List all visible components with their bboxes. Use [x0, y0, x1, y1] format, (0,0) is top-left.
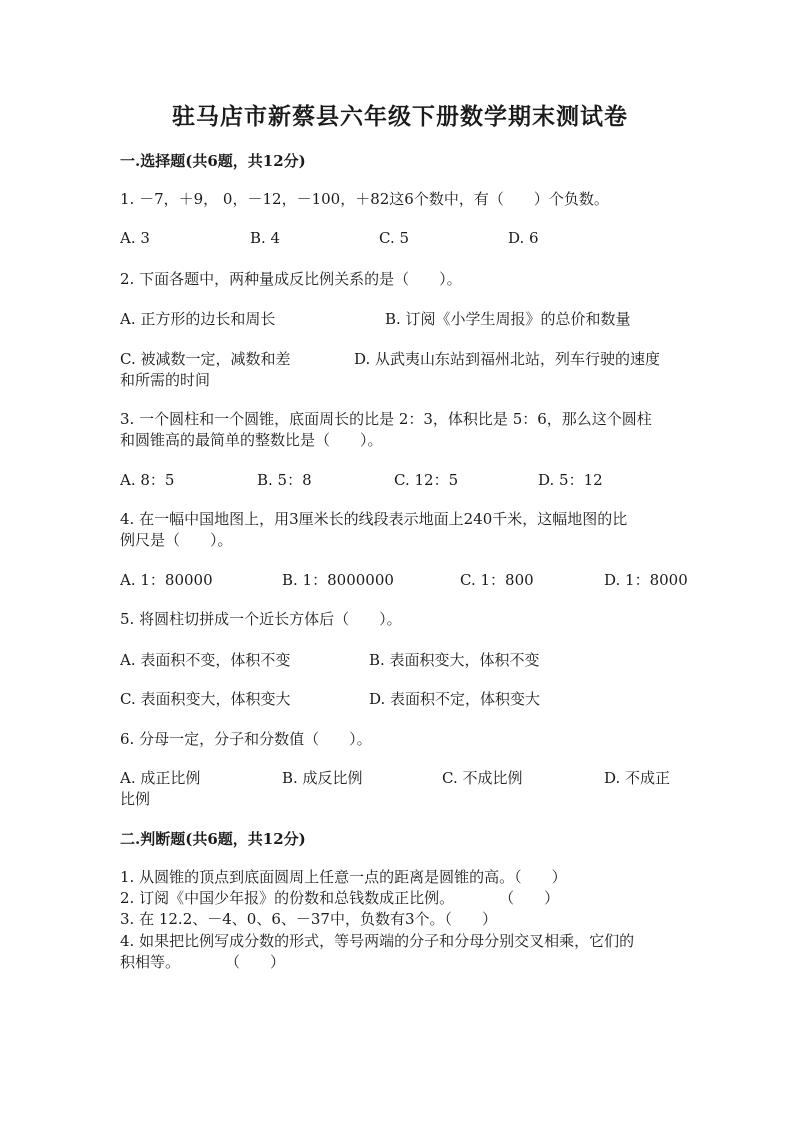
q4-option-d: D. 1：8000	[604, 571, 688, 589]
q4-option-a: A. 1：80000	[120, 571, 213, 589]
section-heading-judgement: 二.判断题(共6题，共12分)	[120, 830, 306, 848]
question-4-stem: 4. 在一幅中国地图上，用3厘米长的线段表示地面上240千米，这幅地图的比	[120, 510, 628, 528]
q1-option-d: D. 6	[508, 229, 539, 247]
question-6-options	[120, 767, 680, 789]
q6-option-a: A. 成正比例	[120, 769, 201, 787]
question-4-stem-continued: 例尺是（ ）。	[120, 531, 233, 549]
q5-option-b: B. 表面积变大，体积不变	[369, 651, 540, 669]
judgement-4: 4. 如果把比例写成分数的形式，等号两端的分子和分母分别交叉相乘，它们的	[120, 932, 635, 950]
question-1-options	[120, 229, 680, 251]
question-3-stem: 3. 一个圆柱和一个圆锥，底面周长的比是 2：3，体积比是 5：6，那么这个圆柱	[120, 410, 652, 428]
section-heading-choice: 一.选择题(共6题，共12分)	[120, 152, 306, 170]
judgement-4-continued: 积相等。 （ ）	[120, 953, 286, 971]
question-5-options-row1	[120, 649, 680, 671]
question-5-options-row2	[120, 688, 680, 710]
q3-option-d: D. 5：12	[538, 471, 603, 489]
question-3-stem-continued: 和圆锥高的最简单的整数比是（ ）。	[120, 431, 383, 449]
page-title: 驻马店市新蔡县六年级下册数学期末测试卷	[172, 103, 628, 130]
q2-option-b: B. 订阅《小学生周报》的总价和数量	[385, 310, 631, 328]
question-2-options-row2	[120, 348, 680, 370]
question-3-options	[120, 469, 680, 491]
judgement-1: 1. 从圆锥的顶点到底面圆周上任意一点的距离是圆锥的高。（ ）	[120, 868, 567, 886]
q2-option-d: D. 从武夷山东站到福州北站，列车行驶的速度	[354, 350, 661, 368]
q2-option-a: A. 正方形的边长和周长	[120, 310, 276, 328]
question-4-options	[120, 569, 688, 591]
q2-option-d-continued: 和所需的时间	[120, 371, 211, 389]
q1-option-a: A. 3	[120, 229, 150, 247]
q6-option-b: B. 成反比例	[282, 769, 363, 787]
judgement-2: 2. 订阅《中国少年报》的份数和总钱数成正比例。 （ ）	[120, 889, 560, 907]
judgement-3: 3. 在 12.2、－4、0、6、－37中，负数有3个。（ ）	[120, 910, 498, 928]
q3-option-b: B. 5：8	[257, 471, 312, 489]
question-2-stem: 2. 下面各题中，两种量成反比例关系的是（ ）。	[120, 270, 462, 288]
q1-option-c: C. 5	[379, 229, 410, 247]
q2-option-c: C. 被减数一定，减数和差	[120, 350, 291, 368]
q1-option-b: B. 4	[250, 229, 281, 247]
question-6-stem: 6. 分母一定，分子和分数值（ ）。	[120, 730, 372, 748]
q6-option-d-continued: 比例	[120, 790, 151, 808]
q5-option-c: C. 表面积变大，体积变大	[120, 690, 291, 708]
q4-option-b: B. 1：8000000	[282, 571, 394, 589]
q6-option-d: D. 不成正	[604, 769, 671, 787]
question-2-options-row1	[120, 308, 680, 330]
q3-option-a: A. 8：5	[120, 471, 175, 489]
q5-option-d: D. 表面积不定，体积变大	[369, 690, 541, 708]
q5-option-a: A. 表面积不变，体积不变	[120, 651, 291, 669]
q6-option-c: C. 不成比例	[442, 769, 523, 787]
q4-option-c: C. 1：800	[460, 571, 534, 589]
question-1-stem: 1. －7，＋9， 0，－12，－100，＋82这6个数中，有（ ）个负数。	[120, 190, 609, 208]
question-5-stem: 5. 将圆柱切拼成一个近长方体后（ ）。	[120, 610, 402, 628]
q3-option-c: C. 12：5	[394, 471, 459, 489]
